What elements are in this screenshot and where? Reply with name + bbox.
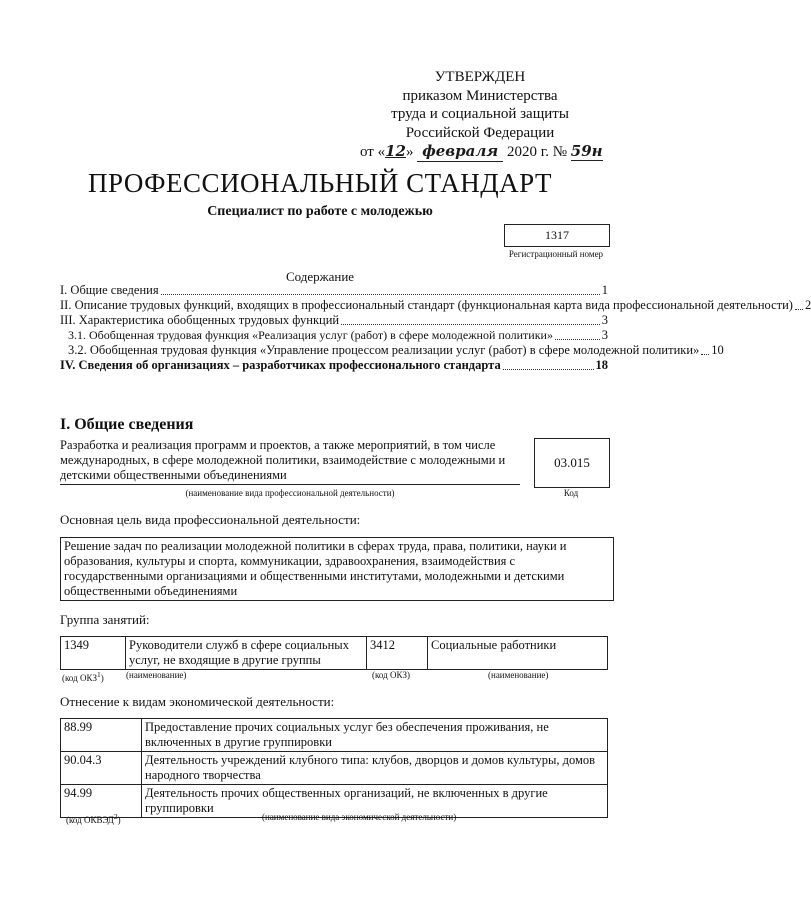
toc-item-text: III. Характеристика обобщенных трудовых функций [60,313,340,327]
occupation-code: 1349 [61,637,126,670]
approval-line: труда и социальной защиты [391,106,569,122]
toc-item-text: I. Общие сведения [60,283,159,297]
toc-item-page: 18 [595,358,608,372]
toc-item[interactable] [60,343,724,358]
economic-label: Отнесение к видам экономической деятельности: [60,694,335,709]
toc-item-text: IV. Сведения об организациях – разработчиках профессионального стандарта [60,358,501,372]
toc-title: Содержание [285,269,355,284]
occupation-table [60,636,608,670]
activity-kind: Разработка и реализация программ и проектов, а также мероприятий, в том числе международных, в сфере молодежной политики, взаимодействие с молодежными и детскими общественными объединениями [60,438,520,485]
activity-code: 03.015 [534,438,610,488]
occupation-name-caption: (наименование) [126,670,187,680]
goal-label: Основная цель вида профессиональной деятельности: [60,512,361,527]
okz-caption: (код ОКЗ$^1$) [62,670,104,683]
occupation-name-caption: (наименование) [488,670,549,680]
date-month: февраля [417,142,503,162]
okved-code: 88.99 [61,719,142,752]
okved-code: 94.99 [61,785,142,818]
code-caption: Код [563,488,579,498]
date-day: 12 [385,142,406,160]
okved-code: 90.04.3 [61,752,142,785]
registration-number: 1317 [504,224,610,247]
occupation-code: 3412 [367,637,428,670]
economic-table [60,718,608,818]
date-mid: » [405,144,414,160]
toc-item-text: II. Описание трудовых функций, входящих в профессиональный стандарт (функциональная карта вида профессиональной деятельности) [60,298,793,312]
okved-caption: (код ОКВЭД$^2$) [66,812,121,825]
order-number: 59н [570,142,603,160]
goal-text: Решение задач по реализации молодежной политики в сферах труда, права, политики, науки и образования, культуры и спорта, коммуникации, здравоохранения, взаимодействия с государственными организациями и общественными институтами, молодежными и детскими общественными объединениями [60,537,614,601]
toc-item-page: 3 [601,328,608,342]
table-row [61,637,608,670]
date-year: 2020 г. № [506,144,568,160]
okved-name: Деятельность учреждений клубного типа: клубов, дворцов и домов культуры, домов народного творчества [142,752,608,785]
toc-item[interactable] [60,328,608,343]
okz-caption: (код ОКЗ) [372,670,410,680]
approval-date-line [360,142,603,162]
toc-item-page: 10 [711,343,724,357]
table-row [61,752,608,785]
toc-item[interactable] [60,298,811,313]
toc-item-page: 1 [601,283,608,297]
section-heading: I. Общие сведения [60,416,194,433]
approval-line: приказом Министерства [402,87,558,104]
occupation-name: Социальные работники [428,637,608,670]
activity-kind-caption: (наименование вида профессиональной деятельности) [185,488,395,498]
toc-item[interactable] [60,358,608,373]
approval-block [360,68,603,162]
okved-name-caption: (наименование вида экономической деятельности) [262,812,457,822]
toc-item-page: 2 [804,298,811,312]
table-of-contents [60,283,811,373]
toc-item-page: 3 [601,313,608,327]
approval-line: Российской Федерации [405,124,555,141]
occupation-name: Руководители служб в сфере социальных услуг, не входящие в другие группы [126,637,367,670]
okved-name: Предоставление прочих социальных услуг без обеспечения проживания, не включенных в другие группировки [142,719,608,752]
table-row [61,719,608,752]
document-subtitle: Специалист по работе с молодежью [207,204,433,219]
approval-title: УТВЕРЖДЕН [434,69,526,85]
toc-item[interactable] [60,313,608,328]
okved-name: Деятельность прочих общественных организаций, не включенных в другие группировки [142,785,608,818]
toc-item-text: 3.1. Обобщенная трудовая функция «Реализация услуг (работ) в сфере молодежной политики» [68,328,553,342]
document-title: ПРОФЕССИОНАЛЬНЫЙ СТАНДАРТ [87,168,553,198]
registration-label: Регистрационный номер [508,249,604,259]
toc-item[interactable] [60,283,608,298]
date-prefix: от « [360,144,386,160]
toc-item-text: 3.2. Обобщенная трудовая функция «Управление процессом реализации услуг (работ) в сфере молодежной политики» [68,343,700,357]
occupation-label: Группа занятий: [60,612,150,627]
